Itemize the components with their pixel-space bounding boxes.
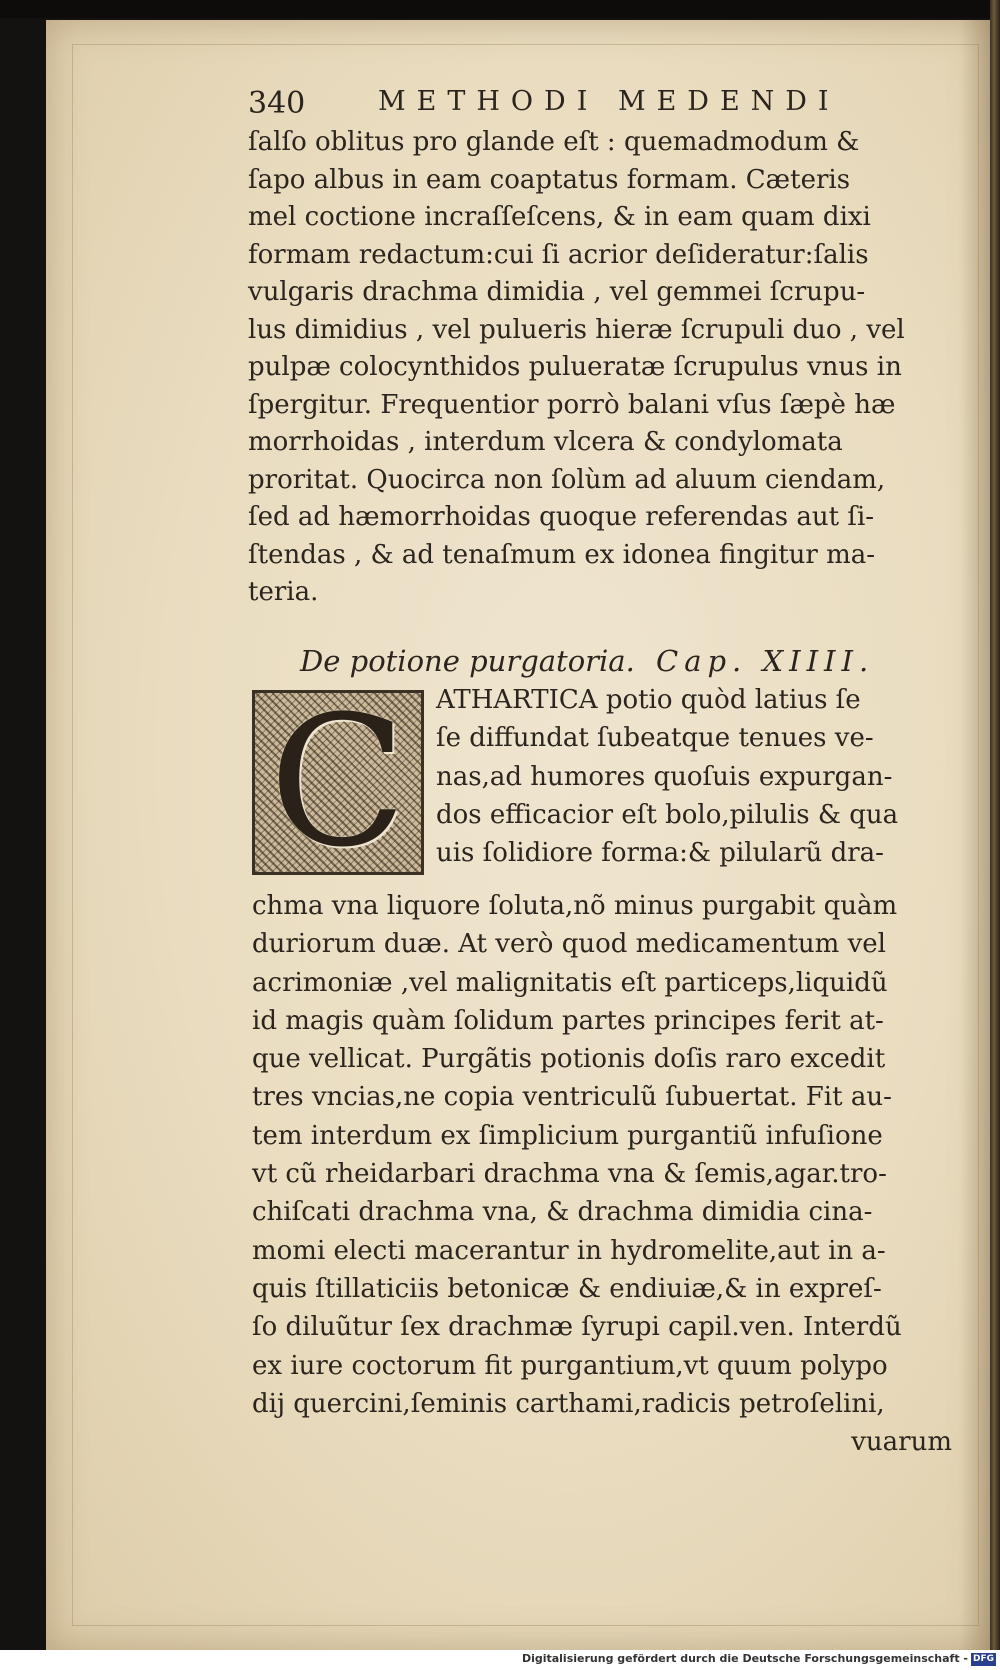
- text-line: acrimoniæ ,vel malignitatis eſt particeps,liquidũ: [252, 967, 888, 998]
- text-line: chma vna liquore ſoluta,nõ minus purgabit quàm: [252, 891, 898, 921]
- text-line: ſed ad hæmorrhoidas quoque referendas aut ſi-: [248, 502, 875, 532]
- text-line: ſe diffundat ſubeatque tenues ve-: [436, 723, 874, 754]
- text-line: tem interdum ex ſimplicium purgantiũ infuſione: [252, 1120, 883, 1151]
- text-line: dij quercini,ſeminis carthami,radicis petroſelini,: [252, 1388, 885, 1419]
- page-header: [248, 86, 948, 126]
- scan-top-strip: [0, 0, 1000, 18]
- text-line: momi electi macerantur in hydromelite,aut in a-: [252, 1235, 886, 1266]
- text-line: ſo diluũtur ſex drachmæ ſyrupi capil.ven. Interdũ: [252, 1312, 902, 1343]
- text-line: ſtendas , & ad tenaſmum ex idonea fingitur ma-: [248, 539, 876, 570]
- catchword: vuarum: [851, 1427, 952, 1458]
- footer-bar: [0, 1650, 1000, 1670]
- funding-credit: Digitalisierung gefördert durch die Deutsche Forschungsgemeinschaft -: [521, 1652, 968, 1665]
- text-line: nas,ad humores quoſuis expurgan-: [436, 761, 893, 792]
- page-edge: [990, 0, 1000, 1670]
- text-line: tres vncias,ne copia ventriculũ ſubuertat. Fit au-: [252, 1082, 892, 1113]
- page-number: 340: [248, 86, 306, 121]
- text-line: pulpæ colocynthidos pulueratæ ſcrupulus vnus in: [248, 352, 902, 382]
- text-line: ATHARTICA potio quòd latius ſe: [436, 685, 861, 715]
- chapter-number: Cap. XIIII.: [656, 644, 875, 678]
- text-line: dos efficacior eſt bolo,pilulis & qua: [436, 799, 899, 830]
- text-line: proritat. Quocirca non ſolùm ad aluum ciendam,: [248, 464, 886, 495]
- text-line: morrhoidas , interdum vlcera & condylomata: [248, 427, 843, 457]
- body-text-upper: [248, 124, 948, 612]
- text-line: que vellicat. Purgãtis potionis doſis raro excedit: [252, 1044, 886, 1075]
- text-line: ſapo albus in eam coaptatus formam. Cæteris: [248, 164, 851, 195]
- text-line: uis ſolidiore forma:& pilularũ dra-: [436, 838, 884, 869]
- body-text-drop: [436, 681, 956, 872]
- dfg-logo: DFG: [972, 1654, 994, 1664]
- text-line: quis ſtillaticiis betonicæ & endiuiæ,& in expreſ-: [252, 1273, 882, 1304]
- text-line: id magis quàm ſolidum partes principes ferit at-: [252, 1005, 884, 1036]
- initial-letter: C: [269, 690, 407, 875]
- text-line: mel coctione incraſſeſcens, & in eam quam dixi: [248, 202, 871, 232]
- text-line: ex iure coctorum fit purgantium,vt quum polypo: [252, 1350, 888, 1381]
- text-line: formam redactum:cui ſi acrior deſideratur:ſalis: [248, 239, 869, 270]
- text-line: ſalſo oblitus pro glande eſt : quemadmodum &: [248, 127, 860, 157]
- text-line: chiſcati drachma vna, & drachma dimidia cina-: [252, 1197, 873, 1228]
- chapter-title: De potione purgatoria.: [300, 644, 635, 678]
- text-line: lus dimidius , vel pulueris hieræ ſcrupuli duo , vel: [248, 314, 905, 345]
- text-line: teria.: [248, 577, 319, 607]
- decorated-initial: [252, 690, 424, 875]
- body-text-lower: [252, 887, 952, 1461]
- running-head: METHODI MEDENDI: [378, 86, 840, 117]
- text-line: vulgaris drachma dimidia , vel gemmei ſcrupu-: [248, 277, 866, 307]
- text-line: vt cũ rheidarbari drachma vna & ſemis,agar.tro-: [252, 1159, 887, 1190]
- text-line: ſpergitur. Frequentior porrò balani vſus ſæpè hæ: [248, 389, 896, 420]
- text-line: duriorum duæ. At verò quod medicamentum vel: [252, 929, 886, 960]
